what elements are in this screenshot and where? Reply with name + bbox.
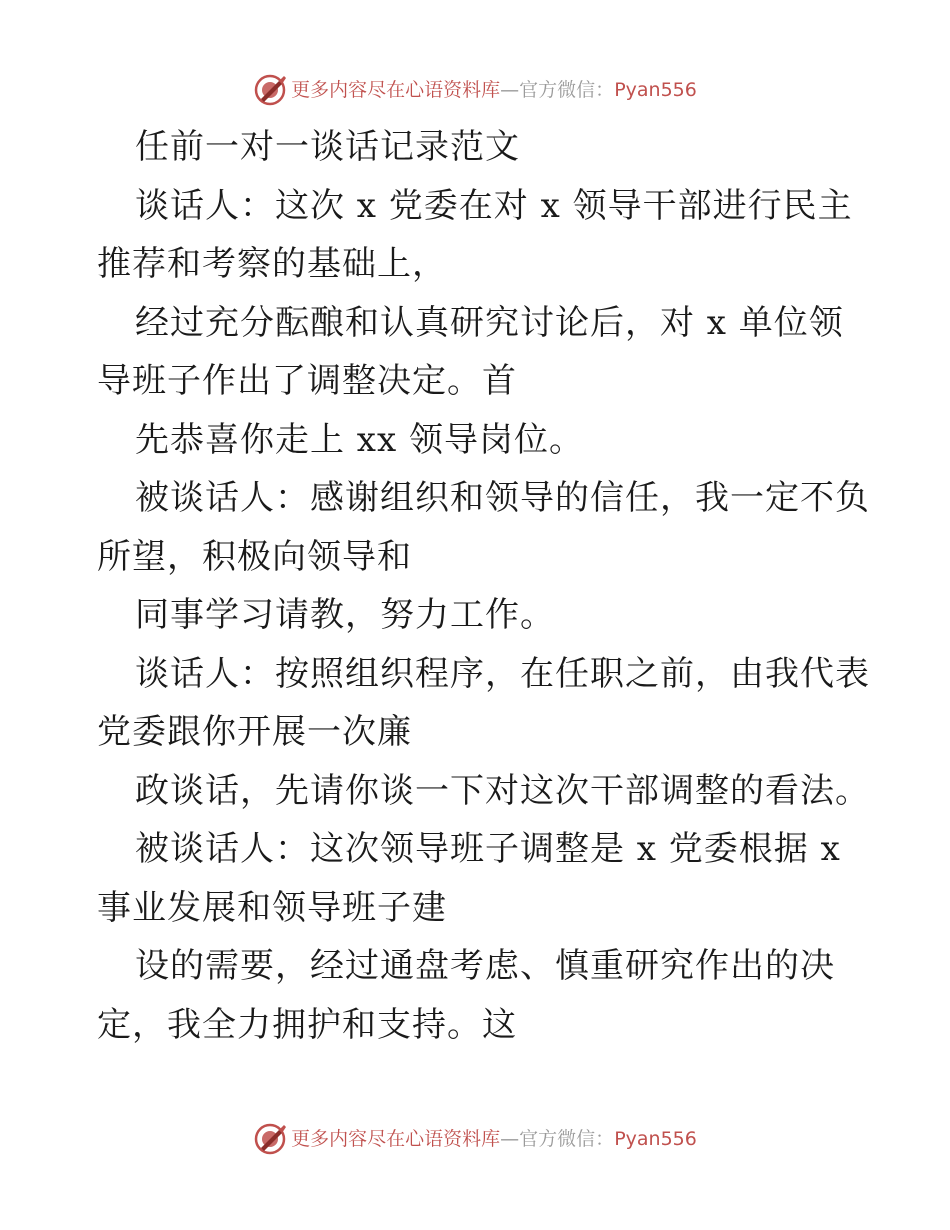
document-line: 所望，积极向领导和 xyxy=(97,536,412,577)
document-body xyxy=(97,118,870,1054)
document-line: 事业发展和领导班子建 xyxy=(97,887,447,928)
banner-site-name: 更多内容尽在心语资料库 xyxy=(291,79,501,101)
document-line: 被谈话人：感谢组织和领导的信任，我一定不负 xyxy=(135,478,870,518)
banner-site-name: 更多内容尽在心语资料库 xyxy=(291,1128,501,1150)
document-line: 任前一对一谈话记录范文 xyxy=(135,127,520,167)
banner-wechat-label: 官方微信： xyxy=(519,79,615,101)
document-line: 推荐和考察的基础上， xyxy=(97,244,447,284)
document-line: 党委跟你开展一次廉 xyxy=(97,712,412,752)
document-line: 政谈话，先请你谈一下对这次干部调整的看法。 xyxy=(135,770,870,811)
banner-wechat-id: Pyan556 xyxy=(614,79,697,101)
banner-wechat-id: Pyan556 xyxy=(614,1128,697,1150)
footer-banner xyxy=(0,1119,950,1159)
document-line: 定，我全力拥护和支持。这 xyxy=(97,1004,517,1045)
document-line: 被谈话人：这次领导班子调整是 x 党委根据 x xyxy=(135,829,841,869)
banner-separator: — xyxy=(500,79,520,101)
document-line: 谈话人：这次 x 党委在对 x 领导干部进行民主 xyxy=(135,185,853,226)
pen-circle-logo-icon xyxy=(253,73,287,107)
document-line: 经过充分酝酿和认真研究讨论后，对 x 单位领 xyxy=(135,302,844,343)
header-banner xyxy=(0,70,950,110)
document-line: 设的需要，经过通盘考虑、慎重研究作出的决 xyxy=(135,946,835,986)
pen-circle-logo-icon xyxy=(253,1122,287,1156)
document-line: 同事学习请教，努力工作。 xyxy=(135,595,555,635)
document-line: 导班子作出了调整决定。首 xyxy=(97,361,517,401)
document-line: 谈话人：按照组织程序，在任职之前，由我代表 xyxy=(135,653,870,694)
banner-separator: — xyxy=(500,1128,520,1150)
document-line: 先恭喜你走上 xx 领导岗位。 xyxy=(135,419,584,460)
banner-wechat-label: 官方微信： xyxy=(519,1128,615,1150)
